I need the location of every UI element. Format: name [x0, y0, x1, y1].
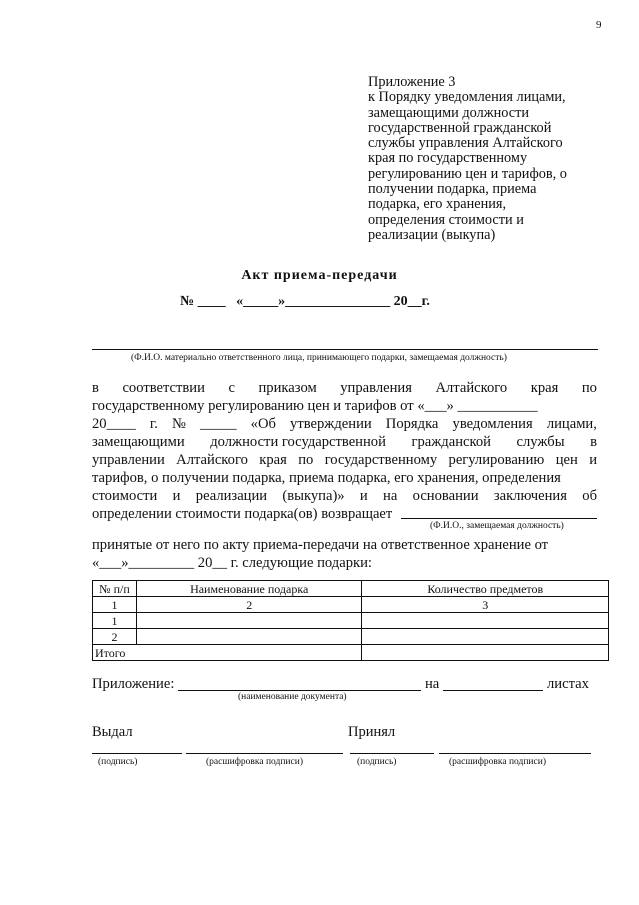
table-cell: 2 — [136, 597, 362, 613]
word: реализации — [195, 488, 268, 504]
word: службы — [516, 434, 565, 450]
word: и — [359, 488, 368, 504]
received-signature-caption: (подпись) — [357, 757, 397, 767]
issued-signature-line — [92, 753, 182, 754]
word: г. — [149, 416, 158, 432]
header-cell: Количество предметов — [362, 581, 609, 597]
word: об — [582, 488, 597, 504]
header-cell: № п/п — [93, 581, 137, 597]
received-signature-line — [350, 753, 434, 754]
word: по — [298, 452, 314, 468]
table-cell: 1 — [93, 597, 137, 613]
table-row — [93, 597, 609, 613]
table-cell: 3 — [362, 597, 609, 613]
word: в — [92, 380, 99, 396]
word: управлении — [92, 452, 165, 468]
table-total-row — [93, 645, 609, 661]
issued-label: Выдал — [92, 724, 133, 740]
appendix-line: государственной гражданской — [368, 119, 552, 136]
issued-decode-caption: (расшифровка подписи) — [206, 757, 303, 767]
word: регулированию — [448, 452, 545, 468]
document-title: Акт приема-передачи — [241, 268, 398, 283]
table-cell — [136, 613, 362, 629]
body-line-9 — [92, 536, 597, 554]
word: гражданской — [411, 434, 491, 450]
body-line-4 — [92, 433, 597, 451]
word: и — [172, 488, 181, 504]
table-cell: 2 — [93, 629, 137, 645]
body-line-10 — [92, 554, 597, 572]
text: определении стоимости подарка(ов) возвращает — [92, 506, 393, 522]
word: замещающими — [92, 434, 185, 450]
text: «___»_________ 20__ г. следующие подарки: — [92, 555, 372, 571]
table-cell: 1 — [93, 613, 137, 629]
appendix-line: Приложение 3 — [368, 74, 456, 90]
word: лицами, — [546, 416, 597, 432]
body-line-7 — [92, 487, 597, 505]
word: приказом — [258, 380, 317, 396]
appendix-line: подарка, его хранения, — [368, 196, 507, 213]
attachment-sheets: листах — [547, 676, 589, 692]
table-cell — [362, 613, 609, 629]
word: (выкупа)» — [282, 488, 345, 504]
attachment-label: Приложение: — [92, 676, 175, 692]
returner-caption: (Ф.И.О., замещаемая должность) — [430, 521, 564, 531]
text: государственному регулированию цен и тарифов от «___» ___________ — [92, 398, 538, 414]
body-line-3 — [92, 415, 597, 433]
word: утверждении — [290, 416, 372, 432]
fio-underline — [92, 349, 598, 350]
page-number: 9 — [596, 19, 602, 31]
table-cell — [136, 629, 362, 645]
word: управления — [340, 380, 412, 396]
appendix-line: замещающими должности — [368, 104, 530, 121]
word: основании — [412, 488, 479, 504]
appendix-line: к Порядку уведомления лицами, — [368, 89, 566, 106]
word: цен — [555, 452, 578, 468]
appendix-line: службы управления Алтайского — [368, 135, 563, 152]
word: и — [589, 452, 597, 468]
word: на — [383, 488, 398, 504]
appendix-line: получении подарка, приема — [368, 181, 537, 198]
word: стоимости — [92, 488, 158, 504]
attachment-doc-underline — [178, 690, 421, 691]
table-cell — [362, 629, 609, 645]
word: заключения — [493, 488, 567, 504]
table-row — [93, 613, 609, 629]
word: государственному — [324, 452, 438, 468]
received-label: Принял — [348, 724, 396, 740]
word: с — [228, 380, 235, 396]
body-line-1 — [92, 379, 597, 397]
word: уведомления — [452, 416, 533, 432]
text: принятые от него по акту приема-передачи на ответственное хранение от — [92, 537, 549, 553]
body-line-5 — [92, 451, 597, 469]
total-value — [362, 645, 609, 661]
body-line-6 — [92, 469, 597, 487]
word: соответствии — [122, 380, 205, 396]
attachment-on: на — [425, 676, 440, 692]
issued-decode-line — [186, 753, 343, 754]
body-line-2 — [92, 397, 597, 415]
text: тарифов, о получении подарка, приема подарка, его хранения, определения — [92, 470, 561, 486]
word: края — [530, 380, 559, 396]
word: в — [590, 434, 597, 450]
total-label: Итого — [93, 645, 362, 661]
returner-underline — [401, 518, 597, 519]
issued-signature-caption: (подпись) — [98, 757, 138, 767]
word: Порядка — [385, 416, 439, 432]
word: № — [172, 416, 186, 432]
gifts-table — [92, 580, 609, 661]
word: края — [259, 452, 287, 468]
act-number-date-line: № ____ «_____»_______________ 20__г. — [180, 294, 430, 309]
word: _____ — [200, 416, 237, 432]
table-row — [93, 629, 609, 645]
received-decode-caption: (расшифровка подписи) — [449, 757, 546, 767]
attachment-caption: (наименование документа) — [238, 692, 347, 702]
appendix-line: регулированию цен и тарифов, о — [368, 165, 567, 182]
word: Алтайского — [176, 452, 248, 468]
appendix-block — [368, 75, 608, 243]
received-decode-line — [439, 753, 591, 754]
word: должности государственной — [210, 434, 386, 450]
header-cell: Наименование подарка — [136, 581, 362, 597]
appendix-line: края по государственному — [368, 150, 528, 167]
appendix-line: определения стоимости и — [368, 211, 524, 228]
word: «Об — [250, 416, 276, 432]
word: 20____ — [92, 416, 136, 432]
word: по — [581, 380, 597, 396]
word: Алтайского — [435, 380, 508, 396]
appendix-line: реализации (выкупа) — [368, 226, 496, 243]
fio-caption: (Ф.И.О. материально ответственного лица, принимающего подарки, замещаемая должность) — [131, 353, 507, 363]
attachment-sheets-underline — [443, 690, 543, 691]
table-header-row — [93, 581, 609, 597]
